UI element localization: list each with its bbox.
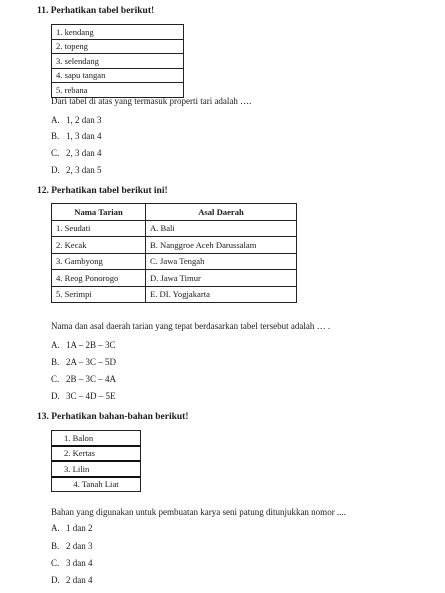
q13-option-c[interactable]: C. 3 dan 4 bbox=[51, 558, 93, 568]
q11-option-b[interactable]: B. 1, 3 dan 4 bbox=[51, 131, 102, 141]
table-header: Asal Daerah bbox=[146, 204, 297, 221]
table-cell: A. Bali bbox=[146, 220, 297, 237]
table-row bbox=[52, 431, 141, 446]
q11-option-d[interactable]: D. 2, 3 dan 5 bbox=[51, 165, 102, 175]
table-cell: E. DI. Yogjakarta bbox=[146, 286, 297, 303]
table-cell: 2. topeng bbox=[52, 39, 184, 54]
table-row bbox=[52, 461, 141, 477]
q12-option-a[interactable]: A. 1A – 2B – 3C bbox=[51, 340, 116, 350]
q13-option-a[interactable]: A. 1 dan 2 bbox=[51, 523, 93, 533]
table-row bbox=[52, 477, 141, 492]
table-cell: 5. rebana bbox=[52, 83, 184, 98]
table-row bbox=[52, 286, 297, 303]
q11-option-a[interactable]: A. 1, 2 dan 3 bbox=[51, 115, 102, 125]
table-cell: 4. Reog Ponorogo bbox=[52, 270, 146, 287]
table-cell: 3. selendang bbox=[52, 54, 184, 69]
table-row bbox=[52, 68, 184, 83]
table-row bbox=[52, 83, 184, 98]
table-cell: 4. sapu tangan bbox=[52, 68, 184, 83]
q11-table bbox=[51, 24, 184, 98]
table-cell: C. Jawa Tengah bbox=[146, 253, 297, 270]
table-cell: 2. Kecak bbox=[52, 237, 146, 254]
table-cell: 2. Kertas bbox=[52, 446, 141, 462]
table-cell: 1. kendang bbox=[52, 25, 184, 40]
q11-title: 11. Perhatikan tabel berikut! bbox=[37, 6, 155, 16]
q12-table bbox=[51, 203, 297, 303]
q13-option-d[interactable]: D. 2 dan 4 bbox=[51, 575, 93, 585]
table-row bbox=[52, 253, 297, 270]
table-row bbox=[52, 54, 184, 69]
table-header-row bbox=[52, 204, 297, 221]
table-cell: 1. Seudati bbox=[52, 220, 146, 237]
table-cell: 3. Gambyong bbox=[52, 253, 146, 270]
table-cell: D. Jawa Timur bbox=[146, 270, 297, 287]
q12-option-b[interactable]: B. 2A – 3C – 5D bbox=[51, 357, 117, 367]
q13-table bbox=[51, 430, 141, 492]
table-cell: 1. Balon bbox=[52, 431, 141, 446]
table-row bbox=[52, 237, 297, 254]
q11-question: Dari tabel di atas yang termasuk properti tari adalah …. bbox=[51, 96, 252, 106]
table-cell: B. Nanggroe Aceh Darussalam bbox=[146, 237, 297, 254]
table-row bbox=[52, 270, 297, 287]
q12-option-c[interactable]: C. 2B – 3C – 4A bbox=[51, 374, 117, 384]
q12-option-d[interactable]: D. 3C – 4D – 5E bbox=[51, 391, 116, 401]
q12-question: Nama dan asal daerah tarian yang tepat berdasarkan tabel tersebut adalah … . bbox=[51, 321, 331, 331]
q11-option-c[interactable]: C. 2, 3 dan 4 bbox=[51, 148, 102, 158]
table-cell: 4. Tanah Liat bbox=[52, 477, 141, 492]
table-row bbox=[52, 39, 184, 54]
table-cell: 5. Serimpi bbox=[52, 286, 146, 303]
table-header: Nama Tarian bbox=[52, 204, 146, 221]
q13-question: Bahan yang digunakan untuk pembuatan karya seni patung ditunjukkan nomor .... bbox=[51, 507, 346, 517]
table-row bbox=[52, 220, 297, 237]
q13-title: 13. Perhatikan bahan-bahan berikut! bbox=[37, 412, 189, 422]
table-cell: 3. Lilin bbox=[52, 461, 141, 477]
table-row bbox=[52, 25, 184, 40]
q12-title: 12. Perhatikan tabel berikut ini! bbox=[37, 186, 168, 196]
table-row bbox=[52, 446, 141, 462]
q13-option-b[interactable]: B. 2 dan 3 bbox=[51, 541, 93, 551]
